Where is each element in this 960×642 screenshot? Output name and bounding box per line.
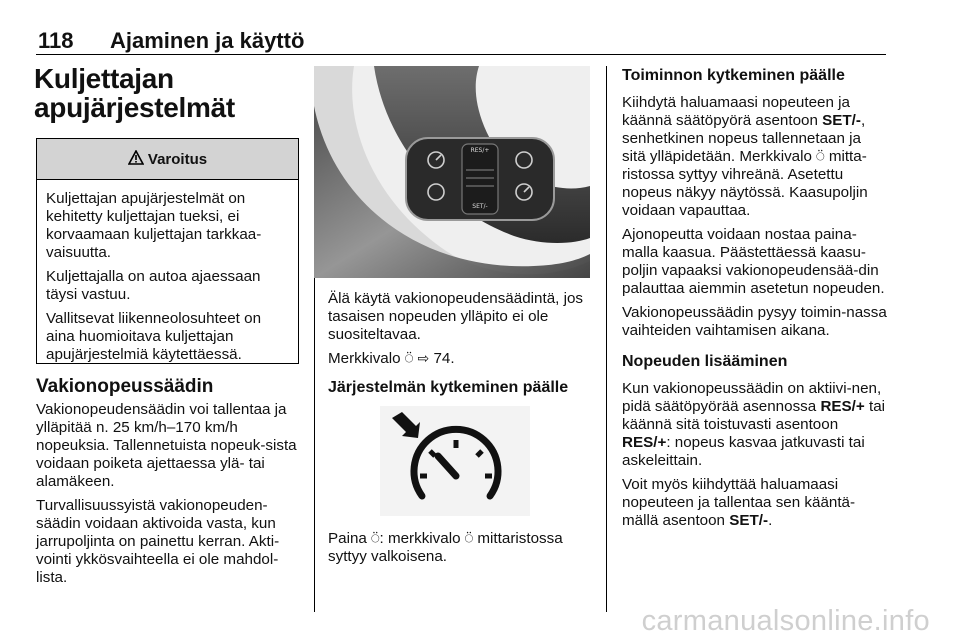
body-paragraph: Älä käytä vakionopeudensäädintä, jos tasaisen nopeuden ylläpito ei ole suositeltavaa. (328, 290, 583, 343)
section-heading-cruise: Vakionopeussäädin (36, 376, 214, 397)
body-paragraph: Vakionopeussäädin pysyy toimin-nassa vaihteiden vaihtamisen aikana. (622, 304, 887, 339)
watermark: carmanualsonline.info (641, 605, 930, 637)
warning-paragraph: Kuljettajan apujärjestelmät on kehitetty kuljettajan tueksi, ei korvaamaan kuljettajan tarkkaa-vaisuutta. (46, 190, 262, 261)
section-heading-engage: Toiminnon kytkeminen päälle (622, 67, 845, 84)
body-paragraph: Vakionopeudensäädin voi tallentaa ja ylläpitää n. 25 km/h–170 km/h nopeuksia. Tallennetuista nopeuk-sista voidaan poiketa ajettaessa ylä- tai alamäkeen. (36, 401, 297, 490)
section-title: Ajaminen ja käyttö (110, 28, 305, 53)
page-ref-arrow-icon: ⇨ (417, 351, 430, 367)
steering-wheel-illustration (314, 66, 590, 278)
body-paragraph: Turvallisuussyistä vakionopeuden-säädin voidaan aktivoida vasta, kun jarrupoljinta on painettu kerran. Akti-vointi ykkösvaihteella ei ole mahdol-lista. (36, 497, 280, 586)
wheel-label-set: SET/- (472, 203, 488, 210)
cruise-control-button-icon (380, 406, 530, 516)
page-number: 118 (38, 28, 74, 53)
page-title: Kuljettajan apujärjestelmät (34, 63, 235, 123)
column-divider (606, 66, 607, 612)
cruise-control-icon: ⍥ (371, 531, 380, 547)
body-paragraph: Kun vakionopeussäädin on aktiivi-nen, pidä säätöpyörää asennossa RES/+ tai käännä sitä toistuvasti asentoon RES/+: nopeus kasvaa jatkuvasti tai askeleittain. (622, 380, 886, 469)
cruise-control-icon: ⍥ (404, 351, 414, 367)
body-paragraph: Voit myös kiihdyttää haluamaasi nopeuteen ja tallentaa sen kääntä-mällä asentoon SET/-. (622, 476, 856, 529)
body-paragraph: Paina ⍥: merkkivalo ⍥ mittaristossa syttyy valkoisena. (328, 530, 563, 565)
section-heading-increase: Nopeuden lisääminen (622, 353, 788, 370)
indicator-reference: Merkkivalo ⍥ ⇨ 74. (328, 350, 455, 367)
warning-header (37, 139, 298, 180)
warning-paragraph: Vallitsevat liikenneolosuhteet on aina huomioitava kuljettajan apujärjestelmiä käytettäessä. (46, 310, 262, 363)
body-paragraph: Kiihdytä haluamaasi nopeuteen ja käännä säätöpyörä asentoon SET/-, senhetkinen nopeus tallennetaan ja sitä ylläpidetään. Merkkivalo ⍥ mitta-ristossa syttyy vihreänä. Asetettu nopeus näkyy näytössä. Kaasupoljin voidaan vapauttaa. (622, 94, 868, 219)
section-heading-activate: Järjestelmän kytkeminen päälle (328, 379, 569, 396)
warning-paragraph: Kuljettajalla on autoa ajaessaan täysi vastuu. (46, 268, 261, 303)
warning-box (36, 138, 299, 364)
body-paragraph: Ajonopeutta voidaan nostaa paina-malla kaasua. Päästettäessä kaasu-poljin vapaaksi vakionopeudensää-din palauttaa aiemmin asetetun nopeuden. (622, 226, 885, 297)
cruise-control-icon: ⍥ (816, 149, 825, 165)
cruise-section (36, 376, 300, 593)
header-rule (36, 54, 886, 55)
warning-triangle-icon (128, 150, 144, 169)
middle-text-top (328, 290, 592, 398)
warning-label: Varoitus (147, 150, 208, 168)
cruise-control-icon: ⍥ (464, 531, 474, 547)
wheel-label-res: RES/+ (470, 147, 490, 154)
middle-text-bottom (328, 530, 592, 572)
right-column (622, 66, 888, 536)
